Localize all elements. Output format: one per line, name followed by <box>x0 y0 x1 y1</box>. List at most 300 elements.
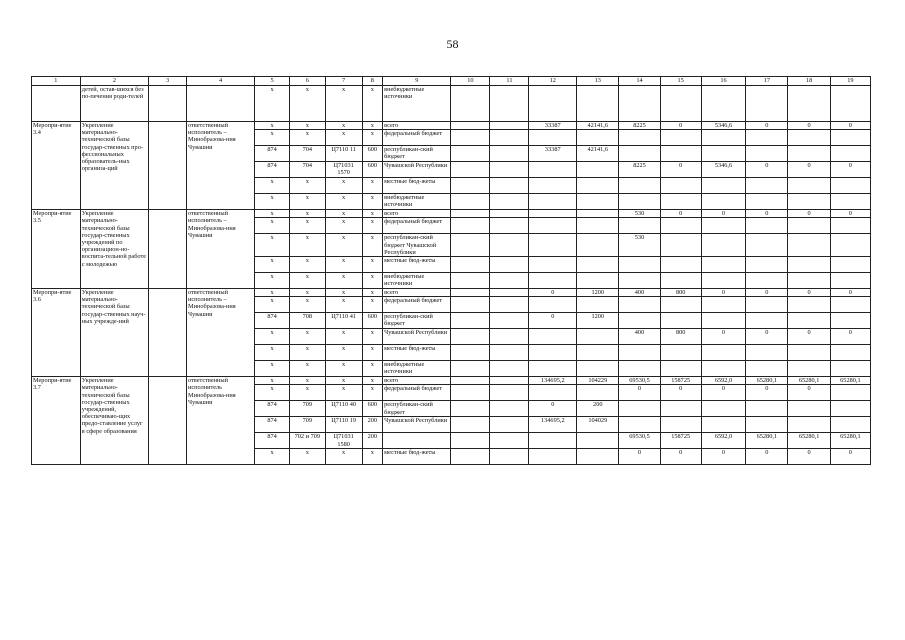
empty-cell <box>149 122 187 210</box>
code-cell: x <box>362 449 383 465</box>
value-cell <box>701 194 745 210</box>
empty-cell <box>451 329 490 345</box>
responsible: ответственный исполнитель – Минобразова-ния Чувашии <box>186 210 254 289</box>
value-cell: 0 <box>660 162 701 178</box>
measure-name <box>32 86 81 122</box>
empty-cell <box>451 194 490 210</box>
code-cell: Ц7110 40 <box>325 401 362 417</box>
value-cell: 104229 <box>577 377 619 385</box>
column-number: 3 <box>149 77 187 86</box>
value-cell: 0 <box>746 329 788 345</box>
value-cell <box>746 297 788 313</box>
code-cell: 709 <box>289 417 325 433</box>
value-cell <box>660 178 701 194</box>
value-cell <box>788 146 830 162</box>
empty-cell <box>451 313 490 329</box>
value-cell <box>529 86 577 122</box>
value-cell <box>660 273 701 289</box>
empty-cell <box>451 234 490 257</box>
code-cell: x <box>289 122 325 130</box>
value-cell: 0 <box>701 449 745 465</box>
value-cell <box>619 178 660 194</box>
empty-cell <box>451 449 490 465</box>
code-cell: x <box>255 345 290 361</box>
value-cell <box>619 257 660 273</box>
code-cell: x <box>325 289 362 297</box>
column-number: 9 <box>383 77 451 86</box>
code-cell: 874 <box>255 162 290 178</box>
code-cell: x <box>289 361 325 377</box>
funding-source <box>383 433 451 449</box>
value-cell <box>746 218 788 234</box>
value-cell: 8225 <box>619 162 660 178</box>
code-cell: x <box>325 385 362 401</box>
value-cell <box>701 178 745 194</box>
value-cell <box>619 401 660 417</box>
funding-source: внебюджетные источники <box>383 361 451 377</box>
value-cell: 0 <box>788 210 830 218</box>
funding-source: Чувашской Республики <box>383 329 451 345</box>
code-cell: x <box>255 297 290 313</box>
value-cell <box>577 86 619 122</box>
measure-name: Меропри-ятие 3.5 <box>32 210 81 289</box>
value-cell <box>830 218 870 234</box>
code-cell: Ц7110 19 <box>325 417 362 433</box>
value-cell <box>746 273 788 289</box>
empty-cell <box>490 297 529 313</box>
code-cell: x <box>255 385 290 401</box>
value-cell <box>830 234 870 257</box>
column-number: 19 <box>830 77 870 86</box>
code-cell: x <box>325 86 362 122</box>
code-cell: x <box>255 194 290 210</box>
page-number: 58 <box>446 37 459 51</box>
code-cell: x <box>255 210 290 218</box>
value-cell <box>746 401 788 417</box>
column-number: 18 <box>788 77 830 86</box>
value-cell: 0 <box>788 329 830 345</box>
code-cell: x <box>325 257 362 273</box>
code-cell: x <box>255 449 290 465</box>
value-cell <box>830 146 870 162</box>
empty-cell <box>490 234 529 257</box>
empty-cell <box>490 86 529 122</box>
value-cell: 0 <box>788 162 830 178</box>
code-cell: 709 <box>289 401 325 417</box>
value-cell: 65280,1 <box>830 433 870 449</box>
value-cell <box>788 194 830 210</box>
value-cell: 0 <box>701 329 745 345</box>
column-number: 10 <box>451 77 490 86</box>
value-cell <box>746 194 788 210</box>
value-cell <box>746 361 788 377</box>
value-cell <box>577 345 619 361</box>
code-cell: x <box>362 385 383 401</box>
code-cell: x <box>325 361 362 377</box>
code-cell: x <box>255 218 290 234</box>
value-cell: 69530,5 <box>619 377 660 385</box>
value-cell <box>830 257 870 273</box>
value-cell: 0 <box>701 289 745 297</box>
measure-description: Укрепление материально-технической базы государ-ственных науч-ных учрежде-ний <box>80 289 148 377</box>
value-cell <box>577 433 619 449</box>
value-cell <box>660 218 701 234</box>
value-cell <box>746 234 788 257</box>
code-cell: x <box>289 449 325 465</box>
value-cell: 0 <box>746 122 788 130</box>
funding-source: республикан-ский бюджет <box>383 146 451 162</box>
value-cell <box>660 234 701 257</box>
code-cell: 708 <box>289 313 325 329</box>
value-cell <box>660 361 701 377</box>
value-cell <box>788 401 830 417</box>
code-cell: x <box>362 297 383 313</box>
value-cell: 5346,6 <box>701 162 745 178</box>
value-cell <box>619 417 660 433</box>
empty-cell <box>451 377 490 385</box>
empty-cell <box>490 218 529 234</box>
value-cell: 1200 <box>577 313 619 329</box>
empty-cell <box>490 345 529 361</box>
code-cell: x <box>289 385 325 401</box>
code-cell: x <box>325 218 362 234</box>
code-cell: x <box>255 289 290 297</box>
empty-cell <box>451 273 490 289</box>
value-cell <box>788 361 830 377</box>
code-cell: x <box>362 86 383 122</box>
value-cell: 69530,5 <box>619 433 660 449</box>
code-cell: Ц7110 41 <box>325 313 362 329</box>
value-cell <box>830 385 870 401</box>
empty-cell <box>451 162 490 178</box>
code-cell: 704 <box>289 146 325 162</box>
code-cell: 702 и 709 <box>289 433 325 449</box>
value-cell: 1200 <box>577 289 619 297</box>
measure-name: Меропри-ятие 3.4 <box>32 122 81 210</box>
code-cell: 874 <box>255 433 290 449</box>
code-cell: x <box>289 210 325 218</box>
code-cell: x <box>255 130 290 146</box>
code-cell: x <box>289 194 325 210</box>
value-cell <box>660 417 701 433</box>
value-cell: 0 <box>830 210 870 218</box>
code-cell: x <box>289 234 325 257</box>
value-cell: 65280,1 <box>746 377 788 385</box>
value-cell <box>701 401 745 417</box>
code-cell: x <box>255 234 290 257</box>
empty-cell <box>490 210 529 218</box>
value-cell <box>746 146 788 162</box>
value-cell: 0 <box>660 449 701 465</box>
value-cell <box>577 257 619 273</box>
code-cell: x <box>362 289 383 297</box>
value-cell <box>529 361 577 377</box>
value-cell <box>619 146 660 162</box>
value-cell <box>577 329 619 345</box>
value-cell <box>660 130 701 146</box>
funding-source: федеральный бюджет <box>383 130 451 146</box>
empty-cell <box>490 162 529 178</box>
value-cell: 42141,6 <box>577 122 619 130</box>
code-cell: x <box>362 130 383 146</box>
code-cell: 200 <box>362 417 383 433</box>
empty-cell <box>451 257 490 273</box>
empty-cell <box>451 345 490 361</box>
value-cell: 800 <box>660 329 701 345</box>
value-cell: 104029 <box>577 417 619 433</box>
value-cell: 0 <box>746 162 788 178</box>
code-cell: x <box>255 178 290 194</box>
responsible: ответственный исполнитель – Минобразова-ния Чувашии <box>186 289 254 377</box>
budget-table <box>31 76 871 465</box>
value-cell <box>577 297 619 313</box>
value-cell <box>619 313 660 329</box>
value-cell <box>788 218 830 234</box>
funding-source: всего <box>383 377 451 385</box>
value-cell: 0 <box>746 385 788 401</box>
column-number: 1 <box>32 77 81 86</box>
value-cell: 530 <box>619 210 660 218</box>
value-cell <box>619 218 660 234</box>
code-cell: x <box>289 273 325 289</box>
empty-cell <box>490 178 529 194</box>
funding-source: местные бюд-жеты <box>383 449 451 465</box>
value-cell <box>529 385 577 401</box>
code-cell: x <box>362 122 383 130</box>
value-cell <box>660 257 701 273</box>
code-cell: x <box>325 178 362 194</box>
column-number: 14 <box>619 77 660 86</box>
funding-source: федеральный бюджет <box>383 385 451 401</box>
value-cell <box>619 273 660 289</box>
code-cell: x <box>289 345 325 361</box>
value-cell: 134695,2 <box>529 377 577 385</box>
empty-cell <box>490 313 529 329</box>
code-cell: x <box>289 218 325 234</box>
value-cell: 0 <box>830 122 870 130</box>
funding-source: внебюджетные источники <box>383 86 451 122</box>
empty-cell <box>451 210 490 218</box>
code-cell: 600 <box>362 401 383 417</box>
column-number: 13 <box>577 77 619 86</box>
code-cell: x <box>289 329 325 345</box>
code-cell: Ц71031 1570 <box>325 162 362 178</box>
responsible: ответственный исполнитель Минобразова-ния Чувашии <box>186 377 254 465</box>
value-cell: 65280,1 <box>788 433 830 449</box>
value-cell <box>830 401 870 417</box>
value-cell <box>619 361 660 377</box>
empty-cell <box>490 417 529 433</box>
value-cell: 0 <box>660 122 701 130</box>
value-cell <box>788 257 830 273</box>
value-cell <box>577 178 619 194</box>
value-cell <box>577 130 619 146</box>
value-cell <box>788 313 830 329</box>
value-cell <box>619 297 660 313</box>
value-cell <box>619 345 660 361</box>
empty-cell <box>490 329 529 345</box>
value-cell <box>788 86 830 122</box>
value-cell: 800 <box>660 289 701 297</box>
value-cell: 0 <box>701 210 745 218</box>
value-cell <box>746 86 788 122</box>
value-cell <box>577 385 619 401</box>
code-cell: 874 <box>255 417 290 433</box>
empty-cell <box>490 122 529 130</box>
value-cell <box>788 178 830 194</box>
value-cell <box>701 297 745 313</box>
value-cell <box>660 401 701 417</box>
column-number: 11 <box>490 77 529 86</box>
empty-cell <box>490 257 529 273</box>
value-cell <box>660 345 701 361</box>
empty-cell <box>149 289 187 377</box>
value-cell: 33387 <box>529 146 577 162</box>
code-cell: 874 <box>255 313 290 329</box>
funding-source: республикан-ский бюджет Чувашской Республики <box>383 234 451 257</box>
code-cell: x <box>362 218 383 234</box>
value-cell <box>701 417 745 433</box>
value-cell: 0 <box>830 289 870 297</box>
empty-cell <box>451 361 490 377</box>
empty-cell <box>451 218 490 234</box>
measure-description: Укрепление материально-технической базы государ-ственных про-фессиональных образователь-ных организа-ций <box>80 122 148 210</box>
value-cell: 0 <box>788 289 830 297</box>
value-cell: 0 <box>788 449 830 465</box>
empty-cell <box>490 433 529 449</box>
value-cell: 42141,6 <box>577 146 619 162</box>
value-cell <box>529 234 577 257</box>
value-cell <box>577 273 619 289</box>
code-cell: 600 <box>362 313 383 329</box>
code-cell: x <box>289 289 325 297</box>
measure-name: Меропри-ятие 3.7 <box>32 377 81 465</box>
value-cell <box>529 329 577 345</box>
code-cell: x <box>255 361 290 377</box>
value-cell <box>746 130 788 146</box>
code-cell: x <box>362 257 383 273</box>
value-cell: 0 <box>788 385 830 401</box>
value-cell <box>830 297 870 313</box>
empty-cell <box>451 178 490 194</box>
value-cell: 5346,6 <box>701 122 745 130</box>
funding-source: республикан-ский бюджет <box>383 401 451 417</box>
empty-cell <box>451 122 490 130</box>
value-cell <box>619 86 660 122</box>
value-cell <box>577 218 619 234</box>
funding-source: местные бюд-жеты <box>383 178 451 194</box>
code-cell: x <box>325 122 362 130</box>
value-cell <box>529 210 577 218</box>
value-cell <box>746 417 788 433</box>
value-cell: 6592,0 <box>701 433 745 449</box>
value-cell <box>830 313 870 329</box>
code-cell: x <box>289 178 325 194</box>
measure-description: Укрепление материально-технической базы государ-ственных учреждений по организацион-но-воспита-тельной работе с молодежью <box>80 210 148 289</box>
code-cell: x <box>325 273 362 289</box>
value-cell <box>529 130 577 146</box>
value-cell: 33387 <box>529 122 577 130</box>
value-cell: 0 <box>660 210 701 218</box>
column-number: 6 <box>289 77 325 86</box>
value-cell: 8225 <box>619 122 660 130</box>
value-cell: 0 <box>746 449 788 465</box>
code-cell: x <box>325 377 362 385</box>
empty-cell <box>451 401 490 417</box>
empty-cell <box>451 433 490 449</box>
value-cell <box>701 218 745 234</box>
code-cell: x <box>255 329 290 345</box>
code-cell: x <box>362 273 383 289</box>
value-cell: 0 <box>746 210 788 218</box>
value-cell: 400 <box>619 329 660 345</box>
value-cell: 158725 <box>660 377 701 385</box>
value-cell <box>529 345 577 361</box>
empty-cell <box>149 86 187 122</box>
empty-cell <box>490 449 529 465</box>
code-cell: x <box>255 273 290 289</box>
value-cell: 0 <box>830 329 870 345</box>
value-cell <box>701 345 745 361</box>
code-cell: 600 <box>362 146 383 162</box>
empty-cell <box>149 377 187 465</box>
code-cell: x <box>255 122 290 130</box>
value-cell <box>701 234 745 257</box>
code-cell: x <box>362 194 383 210</box>
table-row <box>32 289 871 297</box>
value-cell <box>701 86 745 122</box>
value-cell <box>788 130 830 146</box>
value-cell <box>529 449 577 465</box>
value-cell <box>788 234 830 257</box>
value-cell: 0 <box>788 122 830 130</box>
column-number-header <box>32 77 871 86</box>
value-cell: 0 <box>529 289 577 297</box>
value-cell: 0 <box>830 449 870 465</box>
column-number: 17 <box>746 77 788 86</box>
funding-source: республикан-ский бюджет <box>383 313 451 329</box>
code-cell: Ц71031 1580 <box>325 433 362 449</box>
column-number: 8 <box>362 77 383 86</box>
value-cell <box>746 345 788 361</box>
value-cell <box>701 257 745 273</box>
value-cell <box>660 313 701 329</box>
code-cell: x <box>325 130 362 146</box>
table-row <box>32 377 871 385</box>
empty-cell <box>490 385 529 401</box>
value-cell <box>746 257 788 273</box>
code-cell: 874 <box>255 401 290 417</box>
value-cell: 0 <box>830 162 870 178</box>
value-cell <box>660 146 701 162</box>
value-cell <box>701 273 745 289</box>
funding-source: федеральный бюджет <box>383 218 451 234</box>
value-cell: 65280,1 <box>788 377 830 385</box>
value-cell: 0 <box>619 385 660 401</box>
code-cell: x <box>325 210 362 218</box>
value-cell <box>619 130 660 146</box>
empty-cell <box>490 194 529 210</box>
column-number: 4 <box>186 77 254 86</box>
value-cell <box>830 273 870 289</box>
value-cell: 6592,0 <box>701 377 745 385</box>
code-cell: x <box>255 257 290 273</box>
value-cell: 65280,1 <box>830 377 870 385</box>
value-cell <box>529 433 577 449</box>
value-cell <box>830 130 870 146</box>
value-cell <box>830 178 870 194</box>
empty-cell <box>451 297 490 313</box>
